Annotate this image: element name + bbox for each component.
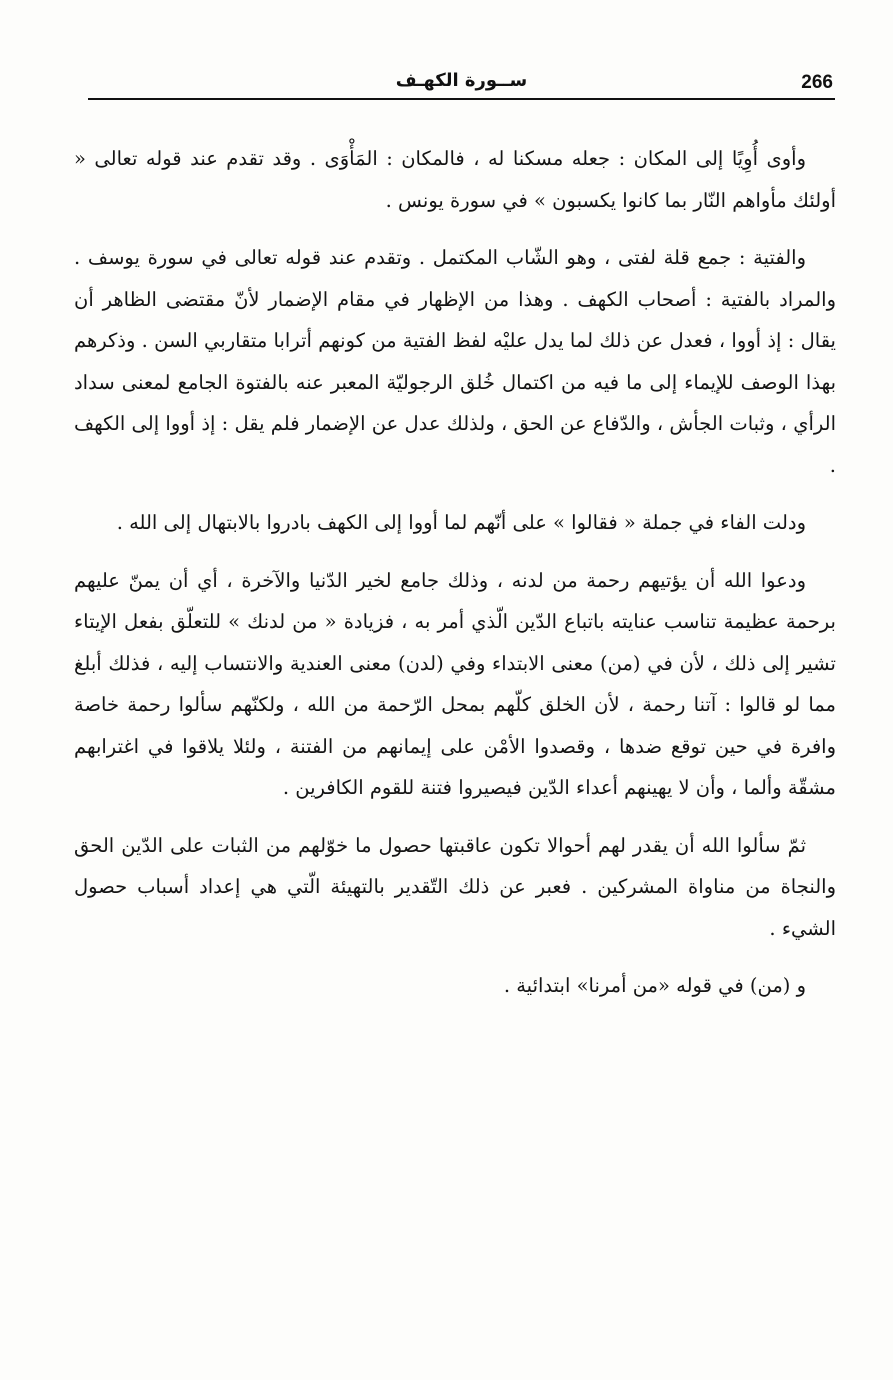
paragraph-4: ودعوا الله أن يؤتيهم رحمة من لدنه ، وذلك جامع لخير الدّنيا والآخرة ، أي أن يمنّ عليهم برحمة عظيمة تناسب عنايته باتباع الدّين الّذي أمر به ، فزيادة « من لدنك » للتعلّق بفعل الإيتاء تشير إلى ذلك ، لأن في (من) معنى الابتداء وفي (لدن) معنى العندية والانتساب إليه ، فذلك أبلغ مما لو قالوا : آتنا رحمة ، لأن الخلق كلّهم بمحل الرّحمة من الله ، ولكنّهم سألوا رحمة خاصة وافرة في حين توقع ضدها ، وقصدوا الأمْن على إيمانهم من الفتنة ، ولئلا يلاقوا في اغترابهم مشقّة وألما ، وأن لا يهينهم أعداء الدّين فيصيروا فتنة للقوم الكافرين . — [74, 568, 836, 799]
paragraph-1: وأوى أُوِيًا إلى المكان : جعله مسكنا له ، فالمكان : المَأْوَى . وقد تقدم عند قوله تعالى « أولئك مأواهم النّار بما كانوا يكسبون » في سورة يونس . — [74, 147, 836, 212]
paragraph-3: ودلت الفاء في جملة « فقالوا » على أنّهم لما أووا إلى الكهف بادروا بالابتهال إلى الله . — [116, 511, 806, 534]
running-title: ســورة الكهـف — [395, 70, 528, 91]
paragraph-5: ثمّ سألوا الله أن يقدر لهم أحوالا تكون عاقبتها حصول ما خوّلهم من الثبات على الدّين الحق والنجاة من مناواة المشركين . فعبر عن ذلك التّقدير بالتهيئة الّتي هي إعداد أسباب حصول الشيء . — [74, 833, 836, 940]
page-header — [88, 64, 835, 100]
paragraph-6: و (من) في قوله «من أمرنا» ابتدائية . — [503, 974, 806, 997]
page-number: 266 — [801, 72, 833, 93]
header-rule — [88, 98, 835, 100]
paragraph-2: والفتية : جمع قلة لفتى ، وهو الشّاب المكتمل . وتقدم عند قوله تعالى في سورة يوسف . والمراد بالفتية : أصحاب الكهف . وهذا من الإظهار في مقام الإضمار لأنّ مقتضى الظاهر أن يقال : إذ أووا ، فعدل عن ذلك لما يدل عليْه لفظ الفتية من كونهم أترابا متقاربي السن . وذكرهم بهذا الوصف للإيماء إلى ما فيه من اكتمال خُلق الرجوليّة المعبر عنه بالفتوة الجامع لمعنى سداد الرأي ، وثبات الجأش ، والدّفاع عن الحق ، ولذلك عدل عن الإضمار فلم يقل : إذ أووا إلى الكهف . — [74, 246, 836, 477]
page-body — [74, 138, 836, 1023]
